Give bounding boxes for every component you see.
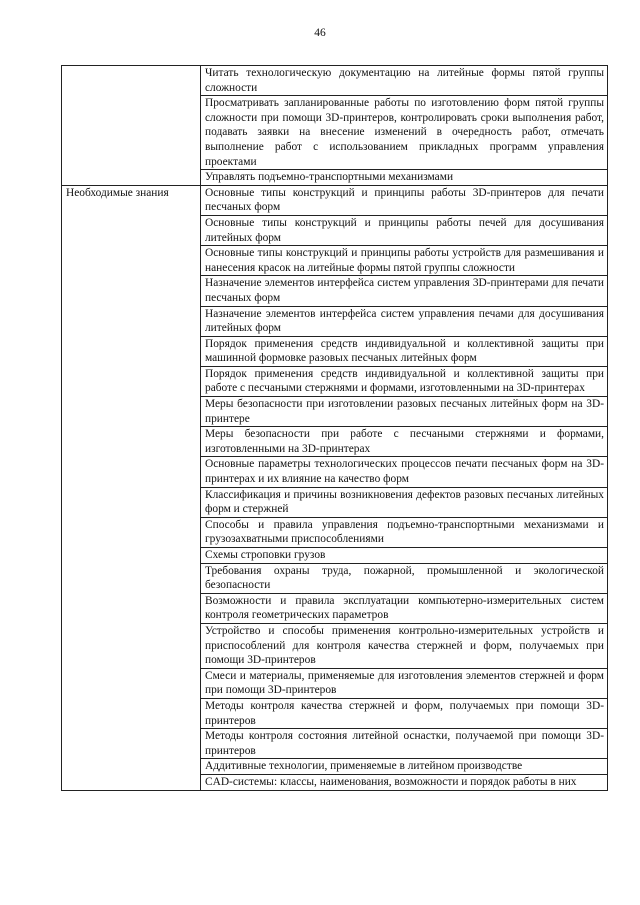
page-number: 46 — [314, 27, 326, 39]
row-text: Назначение элементов интерфейса систем управления печами для досушивания литейных форм — [201, 306, 608, 336]
row-text: Схемы строповки грузов — [201, 548, 608, 564]
row-text: Основные типы конструкций и принципы работы печей для досушивания литейных форм — [201, 215, 608, 245]
requirements-table — [61, 65, 608, 791]
row-text: Основные типы конструкций и принципы работы устройств для размешивания и нанесения красок на литейные формы пятой группы сложности — [201, 246, 608, 276]
row-text: Меры безопасности при изготовлении разовых песчаных литейных форм на 3D-принтере — [201, 397, 608, 427]
section-label-knowledge: Необходимые знания — [62, 185, 201, 790]
row-text: Требования охраны труда, пожарной, промышленной и экологической безопасности — [201, 563, 608, 593]
row-text: Читать технологическую документацию на литейные формы пятой группы сложности — [201, 66, 608, 96]
row-text: Управлять подъемно-транспортными механизмами — [201, 170, 608, 186]
row-text: Аддитивные технологии, применяемые в литейном производстве — [201, 759, 608, 775]
row-text: Порядок применения средств индивидуальной и коллективной защиты при работе с песчаными стержнями и формами, изготовленными на 3D-принтерах — [201, 366, 608, 396]
row-text: Устройство и способы применения контрольно-измерительных устройств и приспособлений для контроля качества стержней и форм, получаемых при помощи 3D-принтеров — [201, 623, 608, 668]
row-label — [62, 66, 201, 186]
row-text: CAD-системы: классы, наименования, возможности и порядок работы в них — [201, 774, 608, 790]
table-row — [62, 66, 608, 96]
row-text: Способы и правила управления подъемно-транспортными механизмами и грузозахватными приспособлениями — [201, 517, 608, 547]
row-text: Классификация и причины возникновения дефектов разовых песчаных литейных форм и стержней — [201, 487, 608, 517]
row-text: Методы контроля состояния литейной оснастки, получаемой при помощи 3D-принтеров — [201, 729, 608, 759]
row-text: Смеси и материалы, применяемые для изготовления элементов стержней и форм при помощи 3D-принтеров — [201, 668, 608, 698]
row-text: Назначение элементов интерфейса систем управления 3D-принтерами для печати песчаных форм — [201, 276, 608, 306]
row-text: Основные типы конструкций и принципы работы 3D-принтеров для печати песчаных форм — [201, 185, 608, 215]
row-text: Просматривать запланированные работы по изготовлению форм пятой группы сложности при помощи 3D-принтеров, контролировать сроки выполнения работ, подавать заявки на внесение изменений в очередность работ, отмечать выполнение работ с использованием прикладных программ управления проектами — [201, 96, 608, 170]
row-text: Основные параметры технологических процессов печати песчаных форм на 3D-принтерах и их влияние на качество форм — [201, 457, 608, 487]
table-row — [62, 185, 608, 215]
row-text: Меры безопасности при работе с песчаными стержнями и формами, изготовленными на 3D-принтерах — [201, 427, 608, 457]
row-text: Методы контроля качества стержней и форм, получаемых при помощи 3D-принтеров — [201, 698, 608, 728]
row-text: Возможности и правила эксплуатации компьютерно-измерительных систем контроля геометрических параметров — [201, 593, 608, 623]
row-text: Порядок применения средств индивидуальной и коллективной защиты при машинной формовке разовых песчаных литейных форм — [201, 336, 608, 366]
